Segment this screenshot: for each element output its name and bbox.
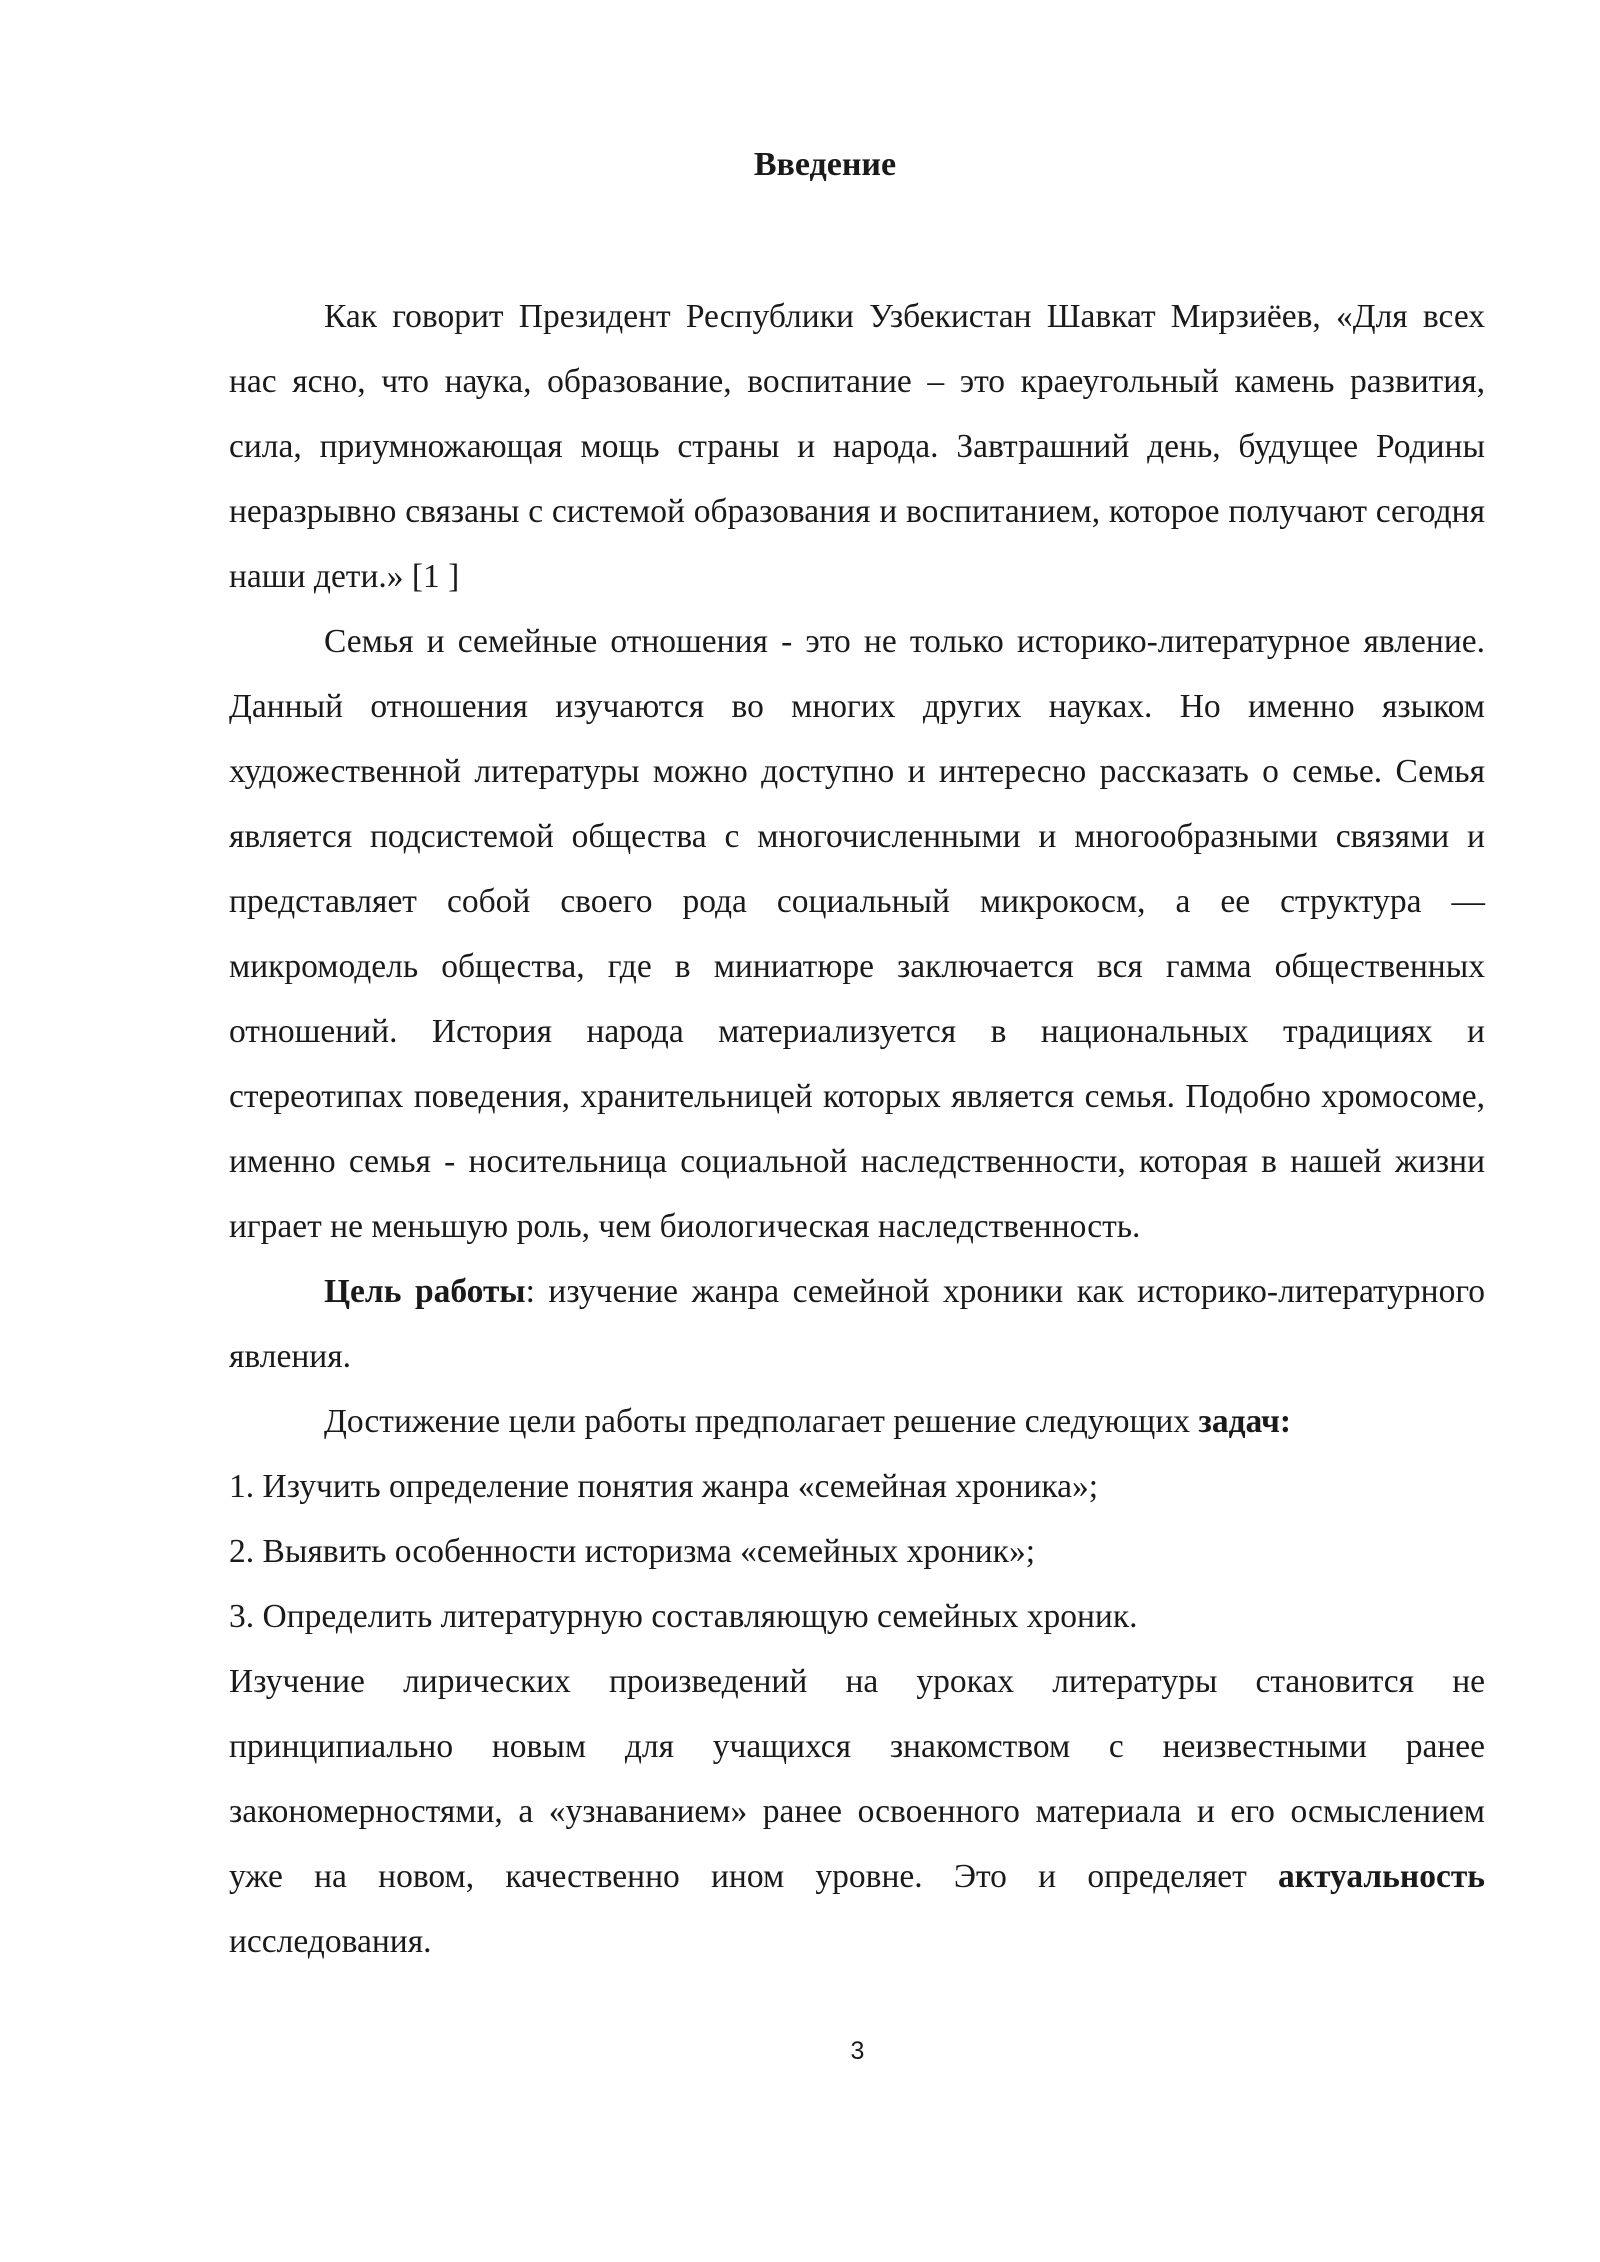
relevance-label: актуальность <box>1277 1858 1485 1895</box>
relevance-text-before: Изучение лирических произведений на уроках литературы становится не принципиально новым для учащихся знакомством с неизвестными ранее закономерностями, а «узнаванием» ранее освоенного материала и его осмыслением уже на новом, качественно ином уровне. Это и определяет <box>229 1663 1485 1895</box>
relevance-text-after: исследования. <box>229 1923 432 1960</box>
relevance-paragraph <box>229 1649 1485 1974</box>
goal-label: Цель работы <box>324 1273 526 1310</box>
tasks-intro-paragraph <box>229 1389 1485 1454</box>
task-item-3: 3. Определить литературную составляющую семейных хроник. <box>229 1598 1138 1635</box>
goal-paragraph <box>229 1259 1485 1389</box>
intro-paragraph: Как говорит Президент Республики Узбекистан Шавкат Мирзиёев, «Для всех нас ясно, что наука, образование, воспитание – это краеугольный камень развития, сила, приумножающая мощь страны и народа. Завтрашний день, будущее Родины неразрывно связаны с системой образования и воспитанием, которое получают сегодня наши дети.» [1 ] <box>229 298 1485 595</box>
task-item-2: 2. Выявить особенности историзма «семейных хроник»; <box>229 1533 1036 1570</box>
page-number: 3 <box>850 2037 865 2065</box>
tasks-intro-text: Достижение цели работы предполагает решение следующих <box>324 1403 1199 1440</box>
goal-text: : изучение жанра семейной хроники как историко-литературного явления. <box>229 1273 1486 1375</box>
document-body <box>229 284 1485 1974</box>
family-paragraph: Семья и семейные отношения - это не только историко-литературное явление. Данный отношения изучаются во многих других науках. Но именно языком художественной литературы можно доступно и интересно рассказать о семье. Семья является подсистемой общества с многочисленными и многообразными связями и представляет собой своего рода социальный микрокосм, а ее структура — микромодель общества, где в миниатюре заключается вся гамма общественных отношений. История народа материализуется в национальных традициях и стереотипах поведения, хранительницей которых является семья. Подобно хромосоме, именно семья - носительница социальной наследственности, которая в нашей жизни играет не меньшую роль, чем биологическая наследственность. <box>229 623 1485 1245</box>
task-item-1: 1. Изучить определение понятия жанра «семейная хроника»; <box>229 1468 1099 1505</box>
tasks-label: задач: <box>1198 1403 1292 1440</box>
page-title: Введение <box>753 146 897 183</box>
